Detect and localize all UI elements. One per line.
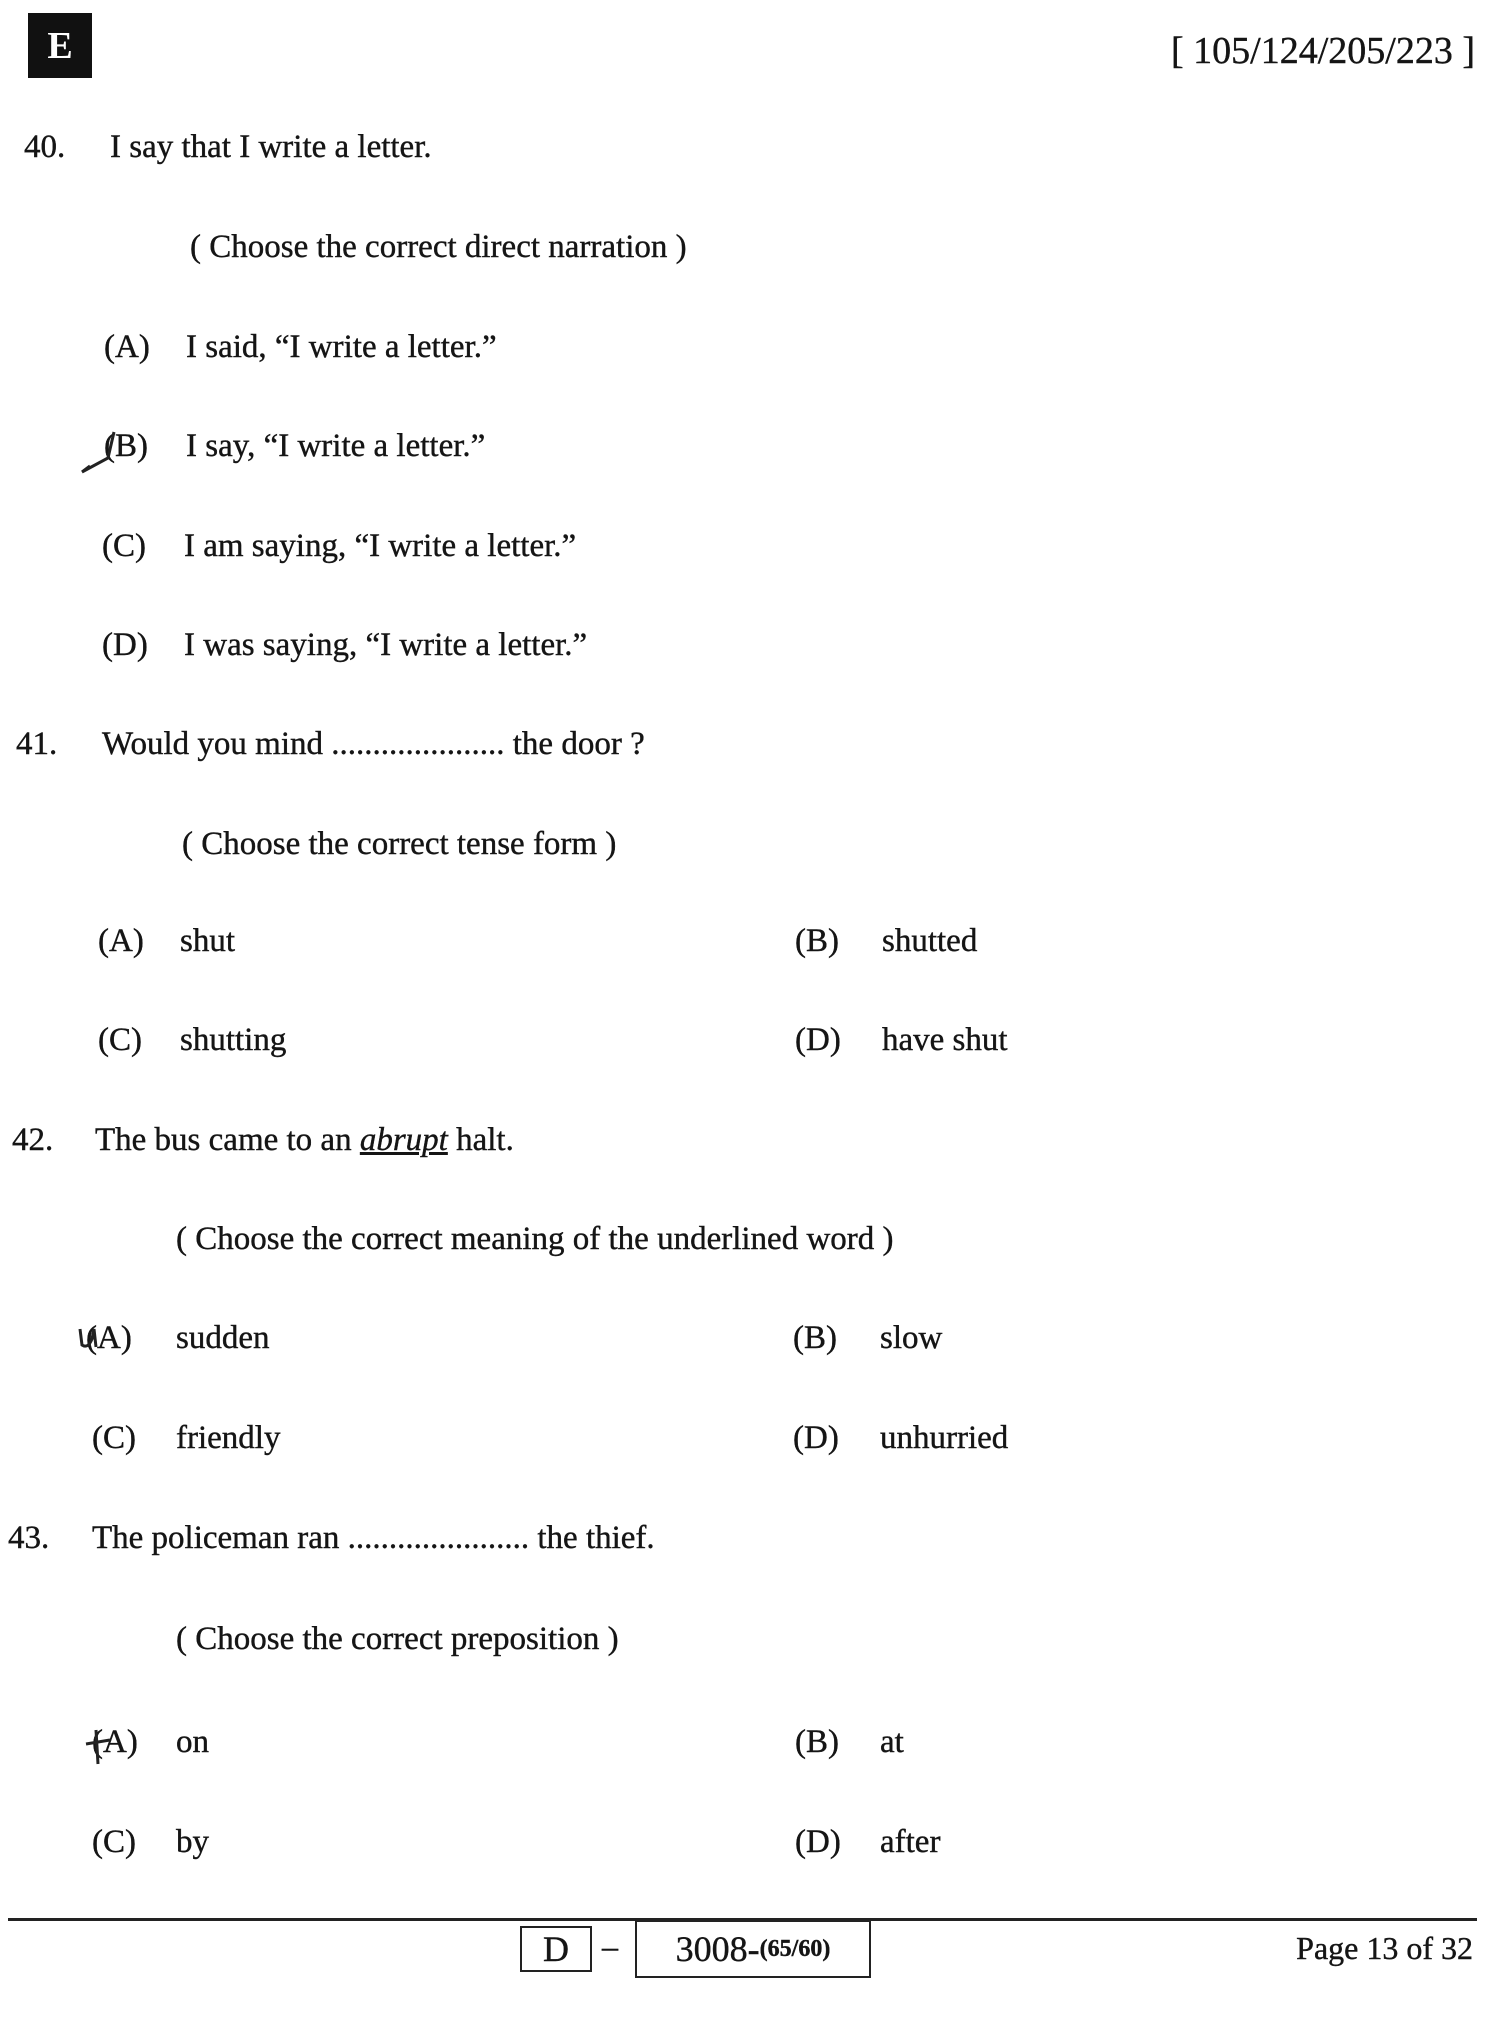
option-text: sudden — [176, 1320, 270, 1356]
option-letter: (B) — [104, 428, 148, 464]
handwritten-cross-mark — [84, 1722, 114, 1768]
option-text: at — [880, 1724, 904, 1760]
handwritten-mark — [78, 1325, 102, 1351]
option-letter: (B) — [795, 923, 839, 959]
option-letter: (A) — [98, 923, 144, 959]
question-text: I say that I write a letter. — [110, 129, 432, 165]
paper-codes: [ 105/124/205/223 ] — [1171, 30, 1475, 72]
option-letter: (D) — [795, 1022, 841, 1058]
question-instruction: ( Choose the correct tense form ) — [182, 826, 617, 862]
option-text: unhurried — [880, 1420, 1009, 1456]
booklet-code-box — [635, 1920, 871, 1978]
handwritten-tick-mark — [78, 428, 118, 478]
series-box: D — [520, 1926, 592, 1972]
question-text-before: The bus came to an — [95, 1122, 352, 1158]
question-text: The policeman ran ...................... the thief. — [92, 1520, 655, 1556]
page-number: Page 13 of 32 — [1296, 1930, 1473, 1966]
option-letter: (D) — [795, 1824, 841, 1860]
option-letter: (D) — [793, 1420, 839, 1456]
option-letter: (C) — [92, 1420, 136, 1456]
booklet-code-suffix: (65/60) — [759, 1935, 831, 1962]
footer-dash: – — [602, 1928, 618, 1964]
option-letter: (C) — [98, 1022, 142, 1058]
option-text: by — [176, 1824, 209, 1860]
booklet-code: 3008- — [675, 1929, 760, 1969]
question-instruction: ( Choose the correct preposition ) — [176, 1621, 619, 1657]
option-text: after — [880, 1824, 941, 1860]
option-text: have shut — [882, 1022, 1008, 1058]
option-text: shutting — [180, 1022, 287, 1058]
option-text: shutted — [882, 923, 978, 959]
question-number: 43. — [8, 1520, 50, 1556]
option-letter: (B) — [795, 1724, 839, 1760]
question-text-after: halt. — [456, 1122, 514, 1158]
option-text: I was saying, “I write a letter.” — [184, 627, 588, 663]
option-letter: (A) — [92, 1724, 138, 1760]
option-text: I said, “I write a letter.” — [186, 329, 497, 365]
question-instruction: ( Choose the correct meaning of the underlined word ) — [176, 1221, 894, 1257]
option-text: shut — [180, 923, 236, 959]
question-text: Would you mind ..................... the door ? — [102, 726, 645, 762]
option-letter: (D) — [102, 627, 148, 663]
option-letter: (B) — [793, 1320, 837, 1356]
option-text: friendly — [176, 1420, 281, 1456]
question-number: 41. — [16, 726, 58, 762]
option-text: I am saying, “I write a letter.” — [184, 528, 577, 564]
question-text — [95, 1124, 514, 1157]
option-letter: (C) — [92, 1824, 136, 1860]
option-text: on — [176, 1724, 209, 1760]
option-text: I say, “I write a letter.” — [186, 428, 486, 464]
option-letter: (C) — [102, 528, 146, 564]
question-instruction: ( Choose the correct direct narration ) — [190, 229, 687, 265]
underlined-word: abrupt — [359, 1122, 448, 1158]
option-letter: (A) — [86, 1320, 132, 1356]
option-letter: (A) — [104, 329, 150, 365]
option-text: slow — [880, 1320, 943, 1356]
set-letter-badge: E — [28, 13, 92, 78]
question-number: 40. — [24, 129, 66, 165]
question-number: 42. — [12, 1122, 54, 1158]
